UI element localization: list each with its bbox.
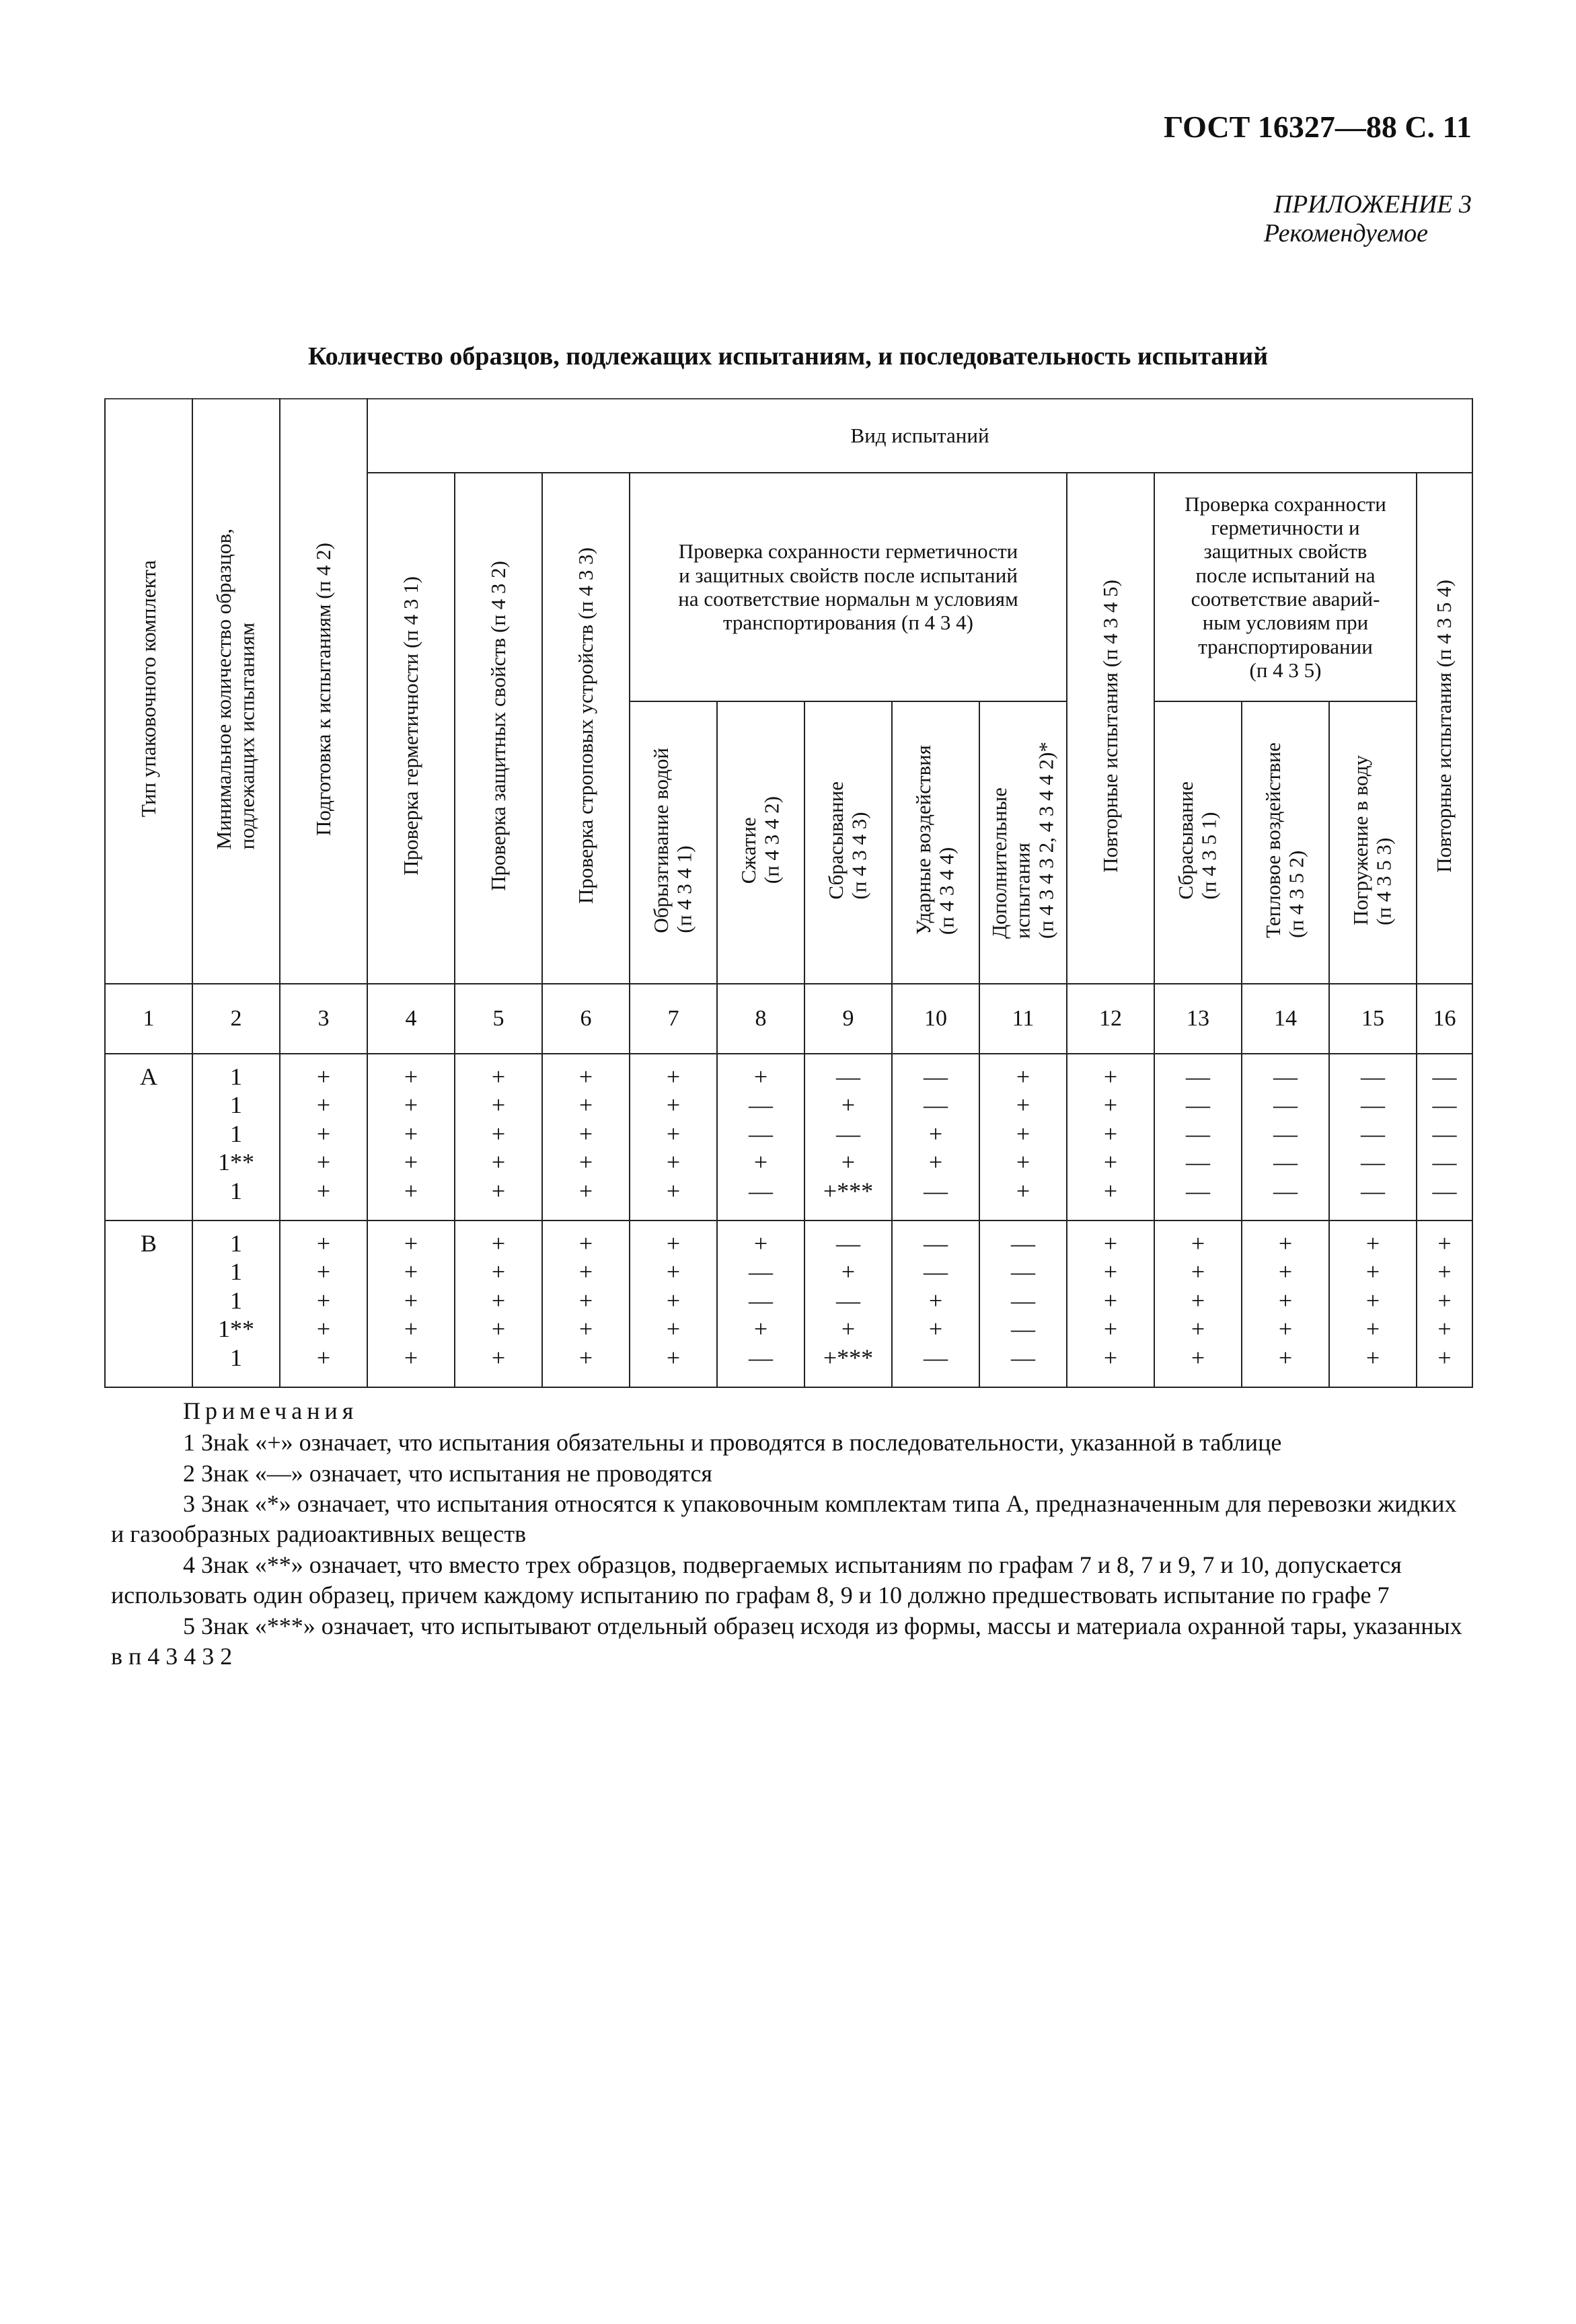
col-header-2: Минимальное количество образцов, подлежащих испытаниям <box>192 399 280 984</box>
col-number: 12 <box>1067 984 1154 1054</box>
group-cell: — + — + +*** <box>804 1221 892 1387</box>
col-header-3: Подготовка к испытаниям (п 4 2) <box>280 399 367 984</box>
col-number: 1 <box>105 984 192 1054</box>
group-cell: + — — + — <box>717 1221 804 1387</box>
col-number: 4 <box>367 984 455 1054</box>
subgroup-435-header: Проверка сохранности герметичности и защитных свойств после испытаний на соответствие аварий- ным условиям при транспортировании (п 4 3 5) <box>1154 473 1417 701</box>
group-cell: — — + + — <box>892 1221 979 1387</box>
col-header-16: Повторные испытания (п 4 3 5 4) <box>1417 473 1472 984</box>
notes-section <box>111 1396 1473 1672</box>
group-cell: + + + + + <box>1417 1221 1472 1387</box>
col-number: 5 <box>455 984 542 1054</box>
col-number: 3 <box>280 984 367 1054</box>
group-cell: + + + + + <box>1067 1054 1154 1221</box>
appendix-title: ПРИЛОЖЕНИЕ 3 <box>1273 190 1472 219</box>
note-5: 5 Знак «***» означает, что испытывают отдельный образец исходя из формы, массы и материала охранной тары, указанных в п 4 3 4 3 2 <box>111 1612 1462 1670</box>
group-cell: + + + + + <box>367 1054 455 1221</box>
group-cell: + + + + + <box>1154 1221 1242 1387</box>
col-header-5: Проверка защитных свойств (п 4 3 2) <box>455 473 542 984</box>
col-header-15: Погружение в воду (п 4 3 5 3) <box>1329 701 1417 984</box>
col-header-9: Сбрасывание (п 4 3 4 3) <box>804 701 892 984</box>
notes-heading: Примечания <box>183 1397 359 1424</box>
col-number: 14 <box>1242 984 1329 1054</box>
group-cell: — — + + — <box>892 1054 979 1221</box>
col-header-11: Дополнительные испытания (п 4 3 4 3 2, 4 3 4 4 2)* <box>979 701 1067 984</box>
group-cell: + + + + + <box>542 1221 630 1387</box>
col-header-6: Проверка строповых устройств (п 4 3 3) <box>542 473 630 984</box>
col-number: 7 <box>630 984 717 1054</box>
group-cell: — — — — — <box>979 1221 1067 1387</box>
table-title: Количество образцов, подлежащих испытаниям, и последовательность испытаний <box>308 342 1268 371</box>
group-cell: 1 1 1 1** 1 <box>192 1221 280 1387</box>
tests-table <box>104 398 1473 1388</box>
note-2: 2 Знак «—» означает, что испытания не проводятся <box>183 1459 712 1487</box>
note-4: 4 Знак «**» означает, что вместо трех образцов, подвергаемых испытаниям по графам 7 и 8, 7 и 9, 7 и 10, допускается использовать один образец, причем каждому испытанию по графам 8, 9 и 10 должно предшествовать испытание по графе 7 <box>111 1551 1402 1609</box>
group-cell: 1 1 1 1** 1 <box>192 1054 280 1221</box>
column-numbers-row <box>105 984 1472 1054</box>
group-cell: + + + + + <box>630 1054 717 1221</box>
group-cell: + + + + + <box>280 1221 367 1387</box>
group-cell: — + — + +*** <box>804 1054 892 1221</box>
group-cell: + + + + + <box>630 1221 717 1387</box>
appendix-status: Рекомендуемое <box>1263 219 1428 247</box>
group-cell: + + + + + <box>979 1054 1067 1221</box>
type-cell: B <box>105 1221 192 1387</box>
group-cell: + + + + + <box>367 1221 455 1387</box>
col-number: 15 <box>1329 984 1417 1054</box>
col-header-4: Проверка герметичности (п 4 3 1) <box>367 473 455 984</box>
subgroup-434-header: Проверка сохранности герметичности и защитных свойств после испытаний на соответствие нормальн м условиям транспортирования (п 4 3 4) <box>630 473 1067 701</box>
note-3: 3 Знак «*» означает, что испытания относятся к упаковочным комплектам типа А, предназначенным для перевозки жидких и газообразных радиоактивных веществ <box>111 1490 1457 1548</box>
group-cell: — — — — — <box>1417 1054 1472 1221</box>
type-group-row <box>105 1221 1472 1387</box>
group-cell: + + + + + <box>542 1054 630 1221</box>
group-cell: — — — — — <box>1154 1054 1242 1221</box>
col-number: 13 <box>1154 984 1242 1054</box>
group-cell: + + + + + <box>280 1054 367 1221</box>
group-cell: + + + + + <box>455 1054 542 1221</box>
col-header-1: Тип упаковочного комплекта <box>105 399 192 984</box>
col-number: 8 <box>717 984 804 1054</box>
col-number: 2 <box>192 984 280 1054</box>
group-cell: + + + + + <box>1329 1221 1417 1387</box>
group-cell: — — — — — <box>1329 1054 1417 1221</box>
col-header-13: Сбрасывание (п 4 3 5 1) <box>1154 701 1242 984</box>
col-header-10: Ударные воздействия (п 4 3 4 4) <box>892 701 979 984</box>
group-cell: — — — — — <box>1242 1054 1329 1221</box>
type-group-row <box>105 1054 1472 1221</box>
group-cell: + + + + + <box>1242 1221 1329 1387</box>
type-cell: A <box>105 1054 192 1221</box>
col-number: 6 <box>542 984 630 1054</box>
document-reference: ГОСТ 16327—88 С. 11 <box>1163 110 1472 144</box>
col-number: 16 <box>1417 984 1472 1054</box>
col-number: 10 <box>892 984 979 1054</box>
col-header-8: Сжатие (п 4 3 4 2) <box>717 701 804 984</box>
col-number: 11 <box>979 984 1067 1054</box>
col-header-14: Тепловое воздействие (п 4 3 5 2) <box>1242 701 1329 984</box>
group-cell: + + + + + <box>455 1221 542 1387</box>
group-cell: + + + + + <box>1067 1221 1154 1387</box>
group-cell: + — — + — <box>717 1054 804 1221</box>
note-1: 1 Знak «+» означает, что испытания обязательны и проводятся в последовательности, указанной в таблице <box>183 1429 1282 1457</box>
col-header-12: Повторные испытания (п 4 3 4 5) <box>1067 473 1154 984</box>
group-header: Вид испытаний <box>367 399 1472 473</box>
col-number: 9 <box>804 984 892 1054</box>
col-header-7: Обрызгивание водой (п 4 3 4 1) <box>630 701 717 984</box>
